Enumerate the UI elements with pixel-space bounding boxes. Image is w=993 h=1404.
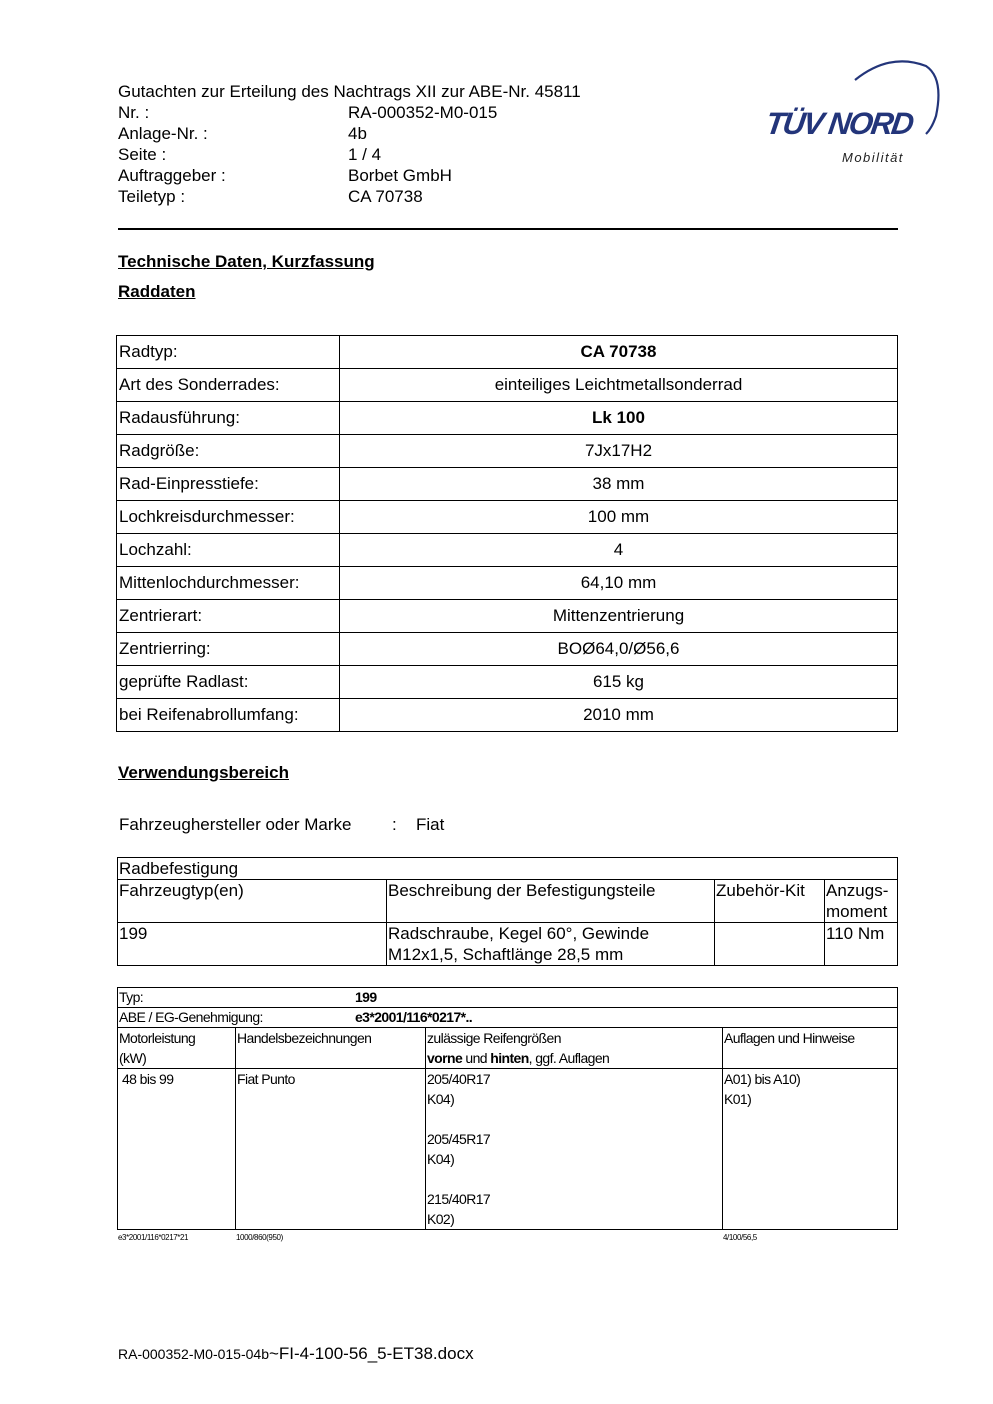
table-row [117, 534, 898, 567]
col-fahrzeugtyp: Fahrzeugtyp(en) [118, 880, 387, 923]
cell-auflagen [723, 1069, 898, 1230]
table-row [117, 567, 898, 600]
field-value: 4b [348, 124, 367, 143]
field-value: Borbet GmbH [348, 166, 452, 185]
tuev-nord-logo [760, 58, 940, 173]
cell-handel: Fiat Punto [236, 1069, 426, 1230]
cell-moment: 110 Nm [825, 923, 898, 966]
radbefestigung-title: Radbefestigung [118, 858, 898, 880]
col-beschreibung: Beschreibung der Befestigungsteile [387, 880, 715, 923]
table-row [118, 923, 898, 966]
col-reifen-1: zulässige Reifengrößen [427, 1030, 561, 1046]
tyre-code: K02) [427, 1211, 455, 1227]
row-value: 64,10 mm [340, 567, 898, 600]
raddaten-heading: Raddaten [118, 282, 196, 301]
table-row [117, 633, 898, 666]
raddaten-table [116, 335, 898, 732]
cell-motor: 48 bis 99 [118, 1069, 236, 1230]
row-label: bei Reifenabrollumfang: [117, 699, 340, 732]
table-row [118, 1069, 898, 1230]
col-reifen-2 [427, 1048, 721, 1068]
field-value: RA-000352-M0-015 [348, 103, 498, 122]
row-label: Zentrierring: [117, 633, 340, 666]
tyre-code: K04) [427, 1151, 455, 1167]
field-label: Nr. : [118, 103, 150, 122]
reifen-vorne: vorne [427, 1050, 463, 1066]
tyre-size: 215/40R17 [427, 1191, 491, 1207]
footnote-pcd: 4/100/56,5 [723, 1233, 757, 1242]
typ-row [118, 988, 898, 1008]
row-label: Radgröße: [117, 435, 340, 468]
table-header-row [118, 1028, 898, 1069]
cell-kit [715, 923, 825, 966]
table-row [117, 666, 898, 699]
reifen-rest: , ggf. Auflagen [528, 1050, 610, 1066]
row-value: Mittenzentrierung [340, 600, 898, 633]
radbefestigung-table [117, 857, 898, 966]
table-row [117, 501, 898, 534]
row-label: Art des Sonderrades: [117, 369, 340, 402]
logo-brand: TÜV NORD [763, 106, 915, 141]
tyre-size: 205/45R17 [427, 1131, 491, 1147]
marke-line [119, 815, 444, 835]
cell-beschreibung [387, 923, 715, 966]
col-zubehoer: Zubehör-Kit [715, 880, 825, 923]
table-row [117, 435, 898, 468]
row-value: BOØ64,0/Ø56,6 [340, 633, 898, 666]
col-motorleistung [118, 1028, 236, 1069]
table-row [117, 699, 898, 732]
footnote-approval: e3*2001/116*0217*21 [118, 1233, 189, 1242]
abe-value: e3*2001/116*0217*.. [355, 1009, 473, 1025]
table-row [117, 600, 898, 633]
table-row [117, 402, 898, 435]
marke-label: Fahrzeughersteller oder Marke [119, 815, 352, 834]
row-value: 100 mm [340, 501, 898, 534]
row-value: 4 [340, 534, 898, 567]
col-reifengroessen [426, 1028, 723, 1069]
cell-typ: 199 [118, 923, 387, 966]
header-title: Gutachten zur Erteilung des Nachtrags XII zur ABE-Nr. 45811 [118, 82, 581, 101]
col-anzugsmoment [825, 880, 898, 923]
document-header [118, 81, 758, 207]
cell-tyres [426, 1069, 723, 1230]
row-label: Rad-Einpresstiefe: [117, 468, 340, 501]
auflagen-line-1: A01) bis A10) [724, 1071, 801, 1087]
tyre-code: K04) [427, 1091, 455, 1107]
row-label: Lochzahl: [117, 534, 340, 567]
abe-label: ABE / EG-Genehmigung: [119, 1009, 263, 1025]
row-value: 2010 mm [340, 699, 898, 732]
section-title: Technische Daten, Kurzfassung [118, 252, 375, 271]
marke-separator: : [392, 815, 397, 834]
col-motor-1: Motorleistung [119, 1030, 196, 1046]
row-label: Mittenlochdurchmesser: [117, 567, 340, 600]
table-row [117, 468, 898, 501]
verwendung-heading: Verwendungsbereich [118, 763, 289, 782]
typ-label: Typ: [119, 989, 144, 1005]
row-value: 7Jx17H2 [340, 435, 898, 468]
auflagen-line-2: K01) [724, 1091, 752, 1107]
row-value: 615 kg [340, 666, 898, 699]
marke-value: Fiat [416, 815, 445, 834]
table-row [117, 369, 898, 402]
desc-line-2: M12x1,5, Schaftlänge 28,5 mm [388, 945, 624, 964]
desc-line-1: Radschraube, Kegel 60°, Gewinde [388, 924, 650, 943]
file-footer [118, 1344, 474, 1364]
table-header-row [118, 880, 898, 923]
field-label: Anlage-Nr. : [118, 124, 208, 143]
col-anzugsmoment-b: moment [826, 902, 888, 921]
table-row [117, 336, 898, 369]
footnote-weight: 1000/860(950) [236, 1233, 283, 1242]
reifen-und: und [462, 1050, 491, 1066]
row-value: CA 70738 [340, 336, 898, 369]
header-divider [118, 228, 898, 230]
col-handelsbezeichnungen: Handelsbezeichnungen [236, 1028, 426, 1069]
logo-subtitle: Mobilität [842, 150, 904, 165]
field-label: Auftraggeber : [118, 166, 226, 185]
col-motor-2: (kW) [119, 1050, 147, 1066]
row-label: Radtyp: [117, 336, 340, 369]
footer-doc-id: RA-000352-M0-015-04b [118, 1346, 269, 1362]
row-label: geprüfte Radlast: [117, 666, 340, 699]
col-auflagen: Auflagen und Hinweise [723, 1028, 898, 1069]
typ-table [117, 987, 898, 1230]
field-value: 1 / 4 [348, 145, 382, 164]
row-value: 38 mm [340, 468, 898, 501]
row-value: einteiliges Leichtmetallsonderrad [340, 369, 898, 402]
reifen-hinten: hinten [490, 1050, 529, 1066]
row-label: Zentrierart: [117, 600, 340, 633]
row-label: Lochkreisdurchmesser: [117, 501, 340, 534]
footer-filename: ~FI-4-100-56_5-ET38.docx [268, 1344, 474, 1363]
typ-value: 199 [355, 989, 377, 1005]
row-label: Radausführung: [117, 402, 340, 435]
col-anzugsmoment-a: Anzugs- [826, 881, 889, 900]
field-label: Teiletyp : [118, 187, 186, 206]
field-label: Seite : [118, 145, 167, 164]
tyre-size: 205/40R17 [427, 1071, 491, 1087]
row-value: Lk 100 [340, 402, 898, 435]
field-value: CA 70738 [348, 187, 423, 206]
abe-row [118, 1008, 898, 1028]
